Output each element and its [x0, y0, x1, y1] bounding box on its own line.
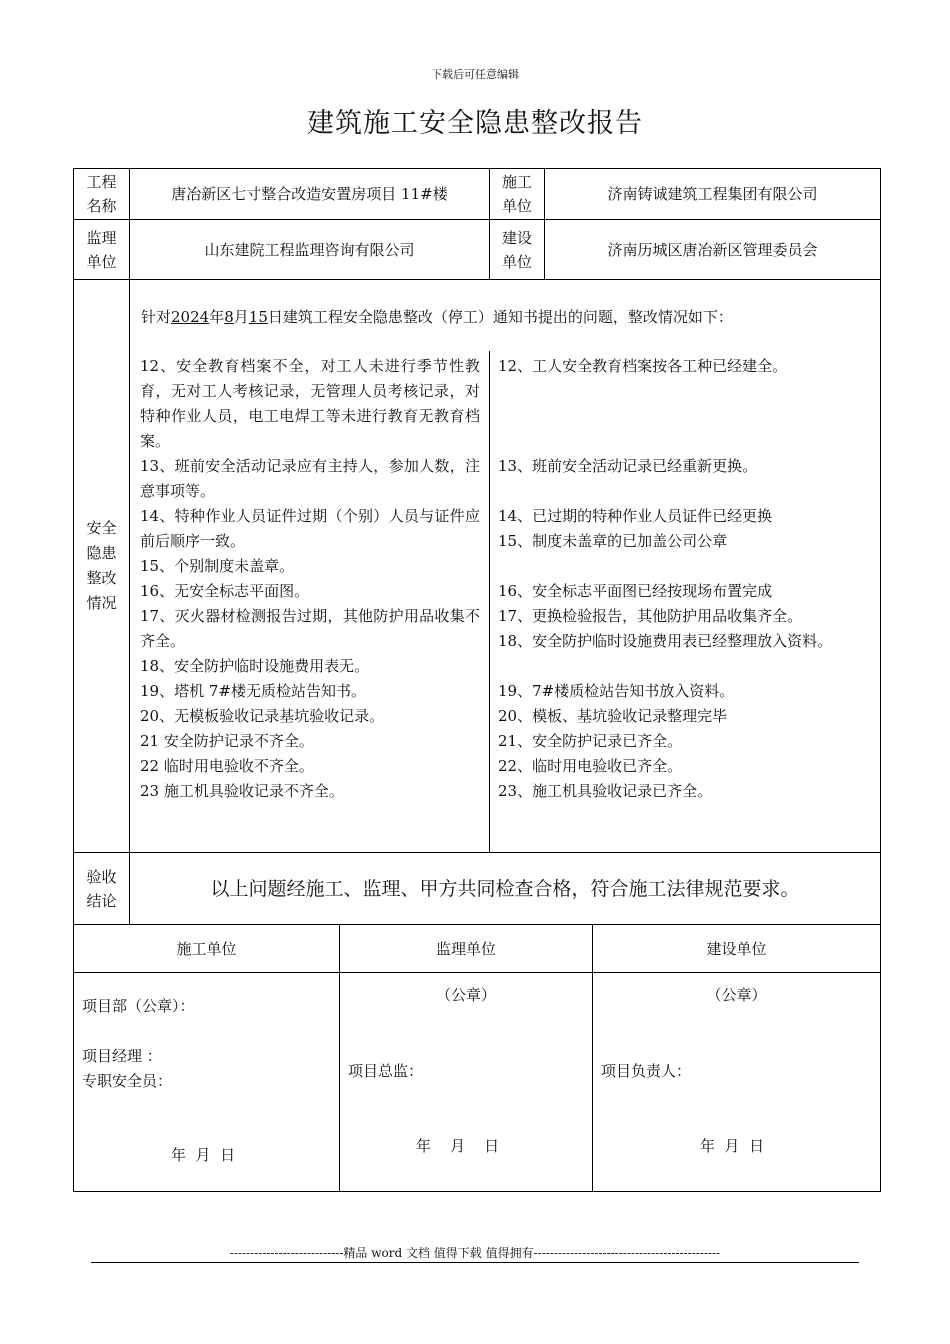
problems-item: 14、特种作业人员证件过期（个别）人员与证件应前后顺序一致。 — [140, 507, 480, 550]
fixes-item — [498, 404, 876, 429]
problems-item: 20、无模板验收记录基坑验收记录。 — [140, 707, 385, 725]
problems-item: 21 安全防护记录不齐全。 — [140, 732, 314, 750]
fixes-item: 16、安全标志平面图已经按现场布置完成 — [498, 582, 773, 600]
owner-value: 济南历城区唐冶新区管理委员会 — [607, 240, 818, 259]
problems-item: 22 临时用电验收不齐全。 — [140, 757, 314, 775]
sig-header-supervisor: 监理单位 — [435, 939, 496, 958]
problems-item: 18、安全防护临时设施费用表无。 — [140, 657, 370, 675]
contractor-safety-officer: 专职安全员： — [82, 1072, 173, 1090]
acceptance-conclusion: 以上问题经施工、监理、甲方共同检查合格，符合施工法律规范要求。 — [210, 877, 800, 900]
owner-label-text: 建设 单位 — [501, 228, 532, 271]
year-suffix: 年 — [209, 308, 225, 326]
sig-header-contractor: 施工单位 — [176, 939, 237, 958]
contractor-value: 济南铸诚建筑工程集团有限公司 — [607, 185, 818, 203]
fixes-item: 23、施工机具验收记录已齐全。 — [498, 782, 713, 800]
footer-rule — [91, 1262, 859, 1263]
fixes-item: 17、更换检验报告，其他防护用品收集齐全。 — [498, 607, 803, 625]
supervisor-date: 年 月 日 — [416, 1137, 500, 1155]
fixes-item — [498, 554, 876, 579]
sig-header-owner: 建设单位 — [706, 939, 767, 958]
problems-item: 15、个别制度未盖章。 — [140, 557, 295, 575]
contractor-manager: 项目经理 ： — [82, 1047, 162, 1065]
section-intro — [141, 305, 733, 329]
owner-seal: （公章） — [706, 986, 767, 1004]
problems-item: 12、安全教育档案不全，对工人未进行季节性教育，无对工人考核记录，无管理人员考核记录，对特种作业人员，电工电焊工等未进行教育无教育档案。 — [140, 357, 480, 450]
acceptance-label — [74, 853, 129, 924]
header-note: 下载后可任意编辑 — [431, 68, 519, 81]
hazard-section-label-text: 安全 隐患 整改 情况 — [86, 519, 117, 612]
fixes-list — [498, 354, 876, 804]
fixes-item: 14、已过期的特种作业人员证件已经更换 — [498, 507, 773, 525]
supervisor-label-text: 监理 单位 — [86, 228, 117, 271]
notice-month: 8 — [224, 308, 234, 326]
fixes-item: 19、7#楼质检站告知书放入资料。 — [498, 682, 735, 700]
supervisor-value: 山东建院工程监理咨询有限公司 — [204, 240, 415, 259]
project-name-label — [74, 169, 129, 219]
fixes-item: 13、班前安全活动记录已经重新更换。 — [498, 457, 758, 475]
project-name-label-text: 工程 名称 — [86, 173, 117, 215]
fixes-item: 15、制度未盖章的已加盖公司公章 — [498, 532, 728, 550]
fixes-item — [498, 654, 876, 679]
fixes-item: 20、模板、基坑验收记录整理完毕 — [498, 707, 728, 725]
notice-day: 15 — [248, 308, 268, 326]
report-title: 建筑施工安全隐患整改报告 — [307, 108, 643, 139]
intro-suffix: 日建筑工程安全隐患整改（停工）通知书提出的问题，整改情况如下： — [267, 308, 733, 326]
fixes-item — [498, 429, 876, 454]
acceptance-label-text: 验收 结论 — [86, 867, 117, 910]
hazard-section-label — [74, 280, 129, 852]
owner-label — [490, 220, 544, 279]
owner-leader: 项目负责人： — [601, 1062, 692, 1080]
fixes-item: 21、安全防护记录已齐全。 — [498, 732, 683, 750]
page-footer: ----------------------------精品 word 文档 值得下载 值得拥有---------------------------------------------- — [229, 1246, 721, 1260]
problems-item: 16、无安全标志平面图。 — [140, 582, 310, 600]
fixes-item: 18、安全防护临时设施费用表已经整理放入资料。 — [498, 632, 833, 650]
month-suffix: 月 — [233, 308, 249, 326]
intro-prefix: 针对 — [141, 308, 172, 326]
supervisor-label — [74, 220, 129, 279]
problems-item: 13、班前安全活动记录应有主持人，参加人数，注意事项等。 — [140, 457, 480, 500]
project-name-value: 唐冶新区七寸整合改造安置房项目 11#楼 — [171, 185, 448, 203]
problems-item: 23 施工机具验收记录不齐全。 — [140, 782, 344, 800]
problems-item: 19、塔机 7#楼无质检站告知书。 — [140, 682, 366, 700]
report-table — [73, 168, 881, 1192]
fixes-item: 12、工人安全教育档案按各工种已经建全。 — [498, 357, 788, 375]
problems-list — [140, 354, 480, 804]
supervisor-seal: （公章） — [435, 986, 496, 1004]
problems-item: 17、灭火器材检测报告过期，其他防护用品收集不齐全。 — [140, 607, 480, 650]
owner-date: 年 月 日 — [700, 1137, 765, 1155]
contractor-date: 年 月 日 — [171, 1146, 236, 1164]
notice-year: 2024 — [171, 308, 210, 326]
fixes-item — [498, 479, 876, 504]
contractor-label-text: 施工 单位 — [501, 173, 532, 215]
fixes-item — [498, 379, 876, 404]
supervisor-chief: 项目总监： — [348, 1062, 424, 1080]
fixes-item: 22、临时用电验收已齐全。 — [498, 757, 683, 775]
contractor-dept-seal: 项目部（公章）： — [82, 997, 195, 1015]
contractor-label — [490, 169, 544, 219]
